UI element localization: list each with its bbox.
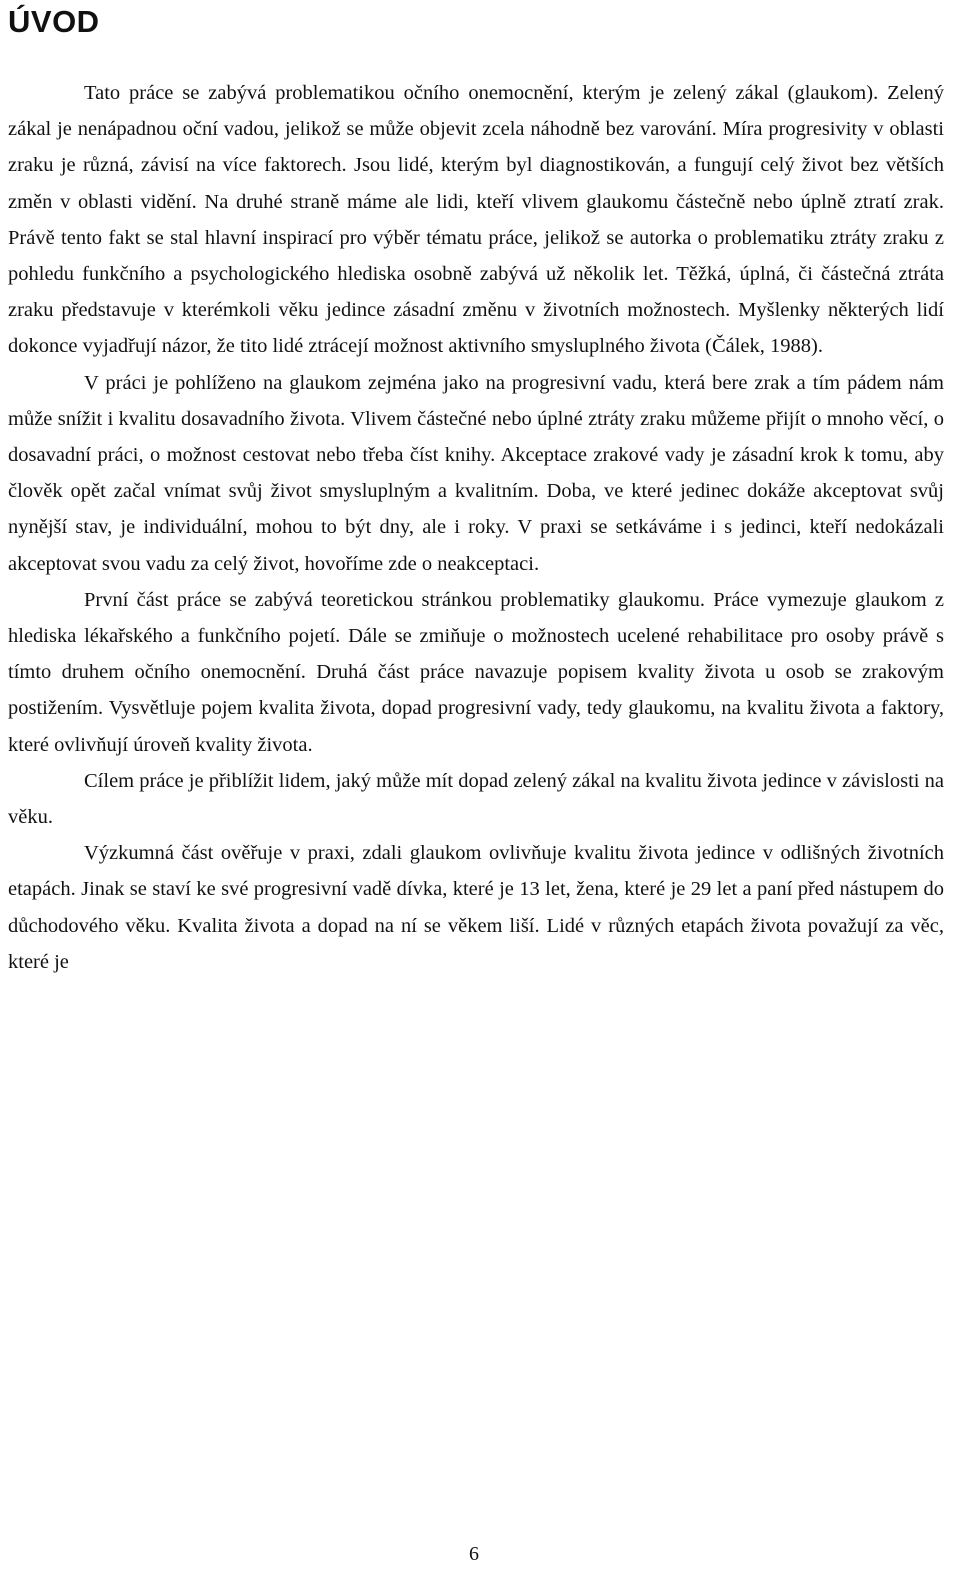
paragraph-3: První část práce se zabývá teoretickou stránkou problematiky glaukomu. Práce vymezuje glaukom z hlediska lékařského a funkčního pojetí. Dále se zmiňuje o možnostech ucelené rehabilitace pro osoby právě s tímto druhem očního onemocnění. Druhá část práce navazuje popisem kvality života u osob se zrakovým postižením. Vysvětluje pojem kvalita života, dopad progresivní vady, tedy glaukomu, na kvalitu života a faktory, které ovlivňují úroveň kvality života. xyxy=(8,588,944,756)
page-number: 6 xyxy=(469,1543,479,1565)
paragraph-2: V práci je pohlíženo na glaukom zejména jako na progresivní vadu, která bere zrak a tím pádem nám může snížit i kvalitu dosavadního života. Vlivem částečné nebo úplné ztráty zraku můžeme přijít o mnoho věcí, o dosavadní práci, o možnost cestovat nebo třeba číst knihy. Akceptace zrakové vady je zásadní krok k tomu, aby člověk opět začal vnímat svůj život smysluplným a kvalitním. Doba, ve které jedinec dokáže akceptovat svůj nynější stav, je individuální, mohou to být dny, ale i roky. V praxi se setkáváme i s jedinci, kteří nedokázali akceptovat svou vadu za celý život, hovoříme zde o neakceptaci. xyxy=(8,371,944,575)
section-heading: ÚVOD xyxy=(8,4,100,39)
paragraph-1: Tato práce se zabývá problematikou očního onemocnění, kterým je zelený zákal (glaukom). Zelený zákal je nenápadnou oční vadou, jelikož se může objevit zcela náhodně bez varování. Míra progresivity v oblasti zraku je různá, závisí na více faktorech. Jsou lidé, kterým byl diagnostikován, a fungují celý život bez větších změn v oblasti vidění. Na druhé straně máme ale lidi, kteří vlivem glaukomu částečně nebo úplně ztratí zrak. Právě tento fakt se stal hlavní inspirací pro výběr tématu práce, jelikož se autorka o problematiku ztráty zraku z pohledu funkčního a psychologického hlediska osobně zabývá už několik let. Těžká, úplná, či částečná ztráta zraku představuje v kterémkoli věku jedince zásadní změnu v životních možnostech. Myšlenky některých lidí dokonce vyjadřují názor, že tito lidé ztrácejí možnost aktivního smysluplného života (Čálek, 1988). xyxy=(8,82,944,358)
paragraph-4: Cílem práce je přiblížit lidem, jaký může mít dopad zelený zákal na kvalitu života jedince v závislosti na věku. xyxy=(8,769,944,829)
body-text xyxy=(8,75,944,980)
paragraph-5: Výzkumná část ověřuje v praxi, zdali glaukom ovlivňuje kvalitu života jedince v odlišných životních etapách. Jinak se staví ke své progresivní vadě dívka, které je 13 let, žena, které je 29 let a paní před nástupem do důchodového věku. Kvalita života a dopad na ní se věkem liší. Lidé v různých etapách života považují za věc, které je xyxy=(8,842,944,973)
